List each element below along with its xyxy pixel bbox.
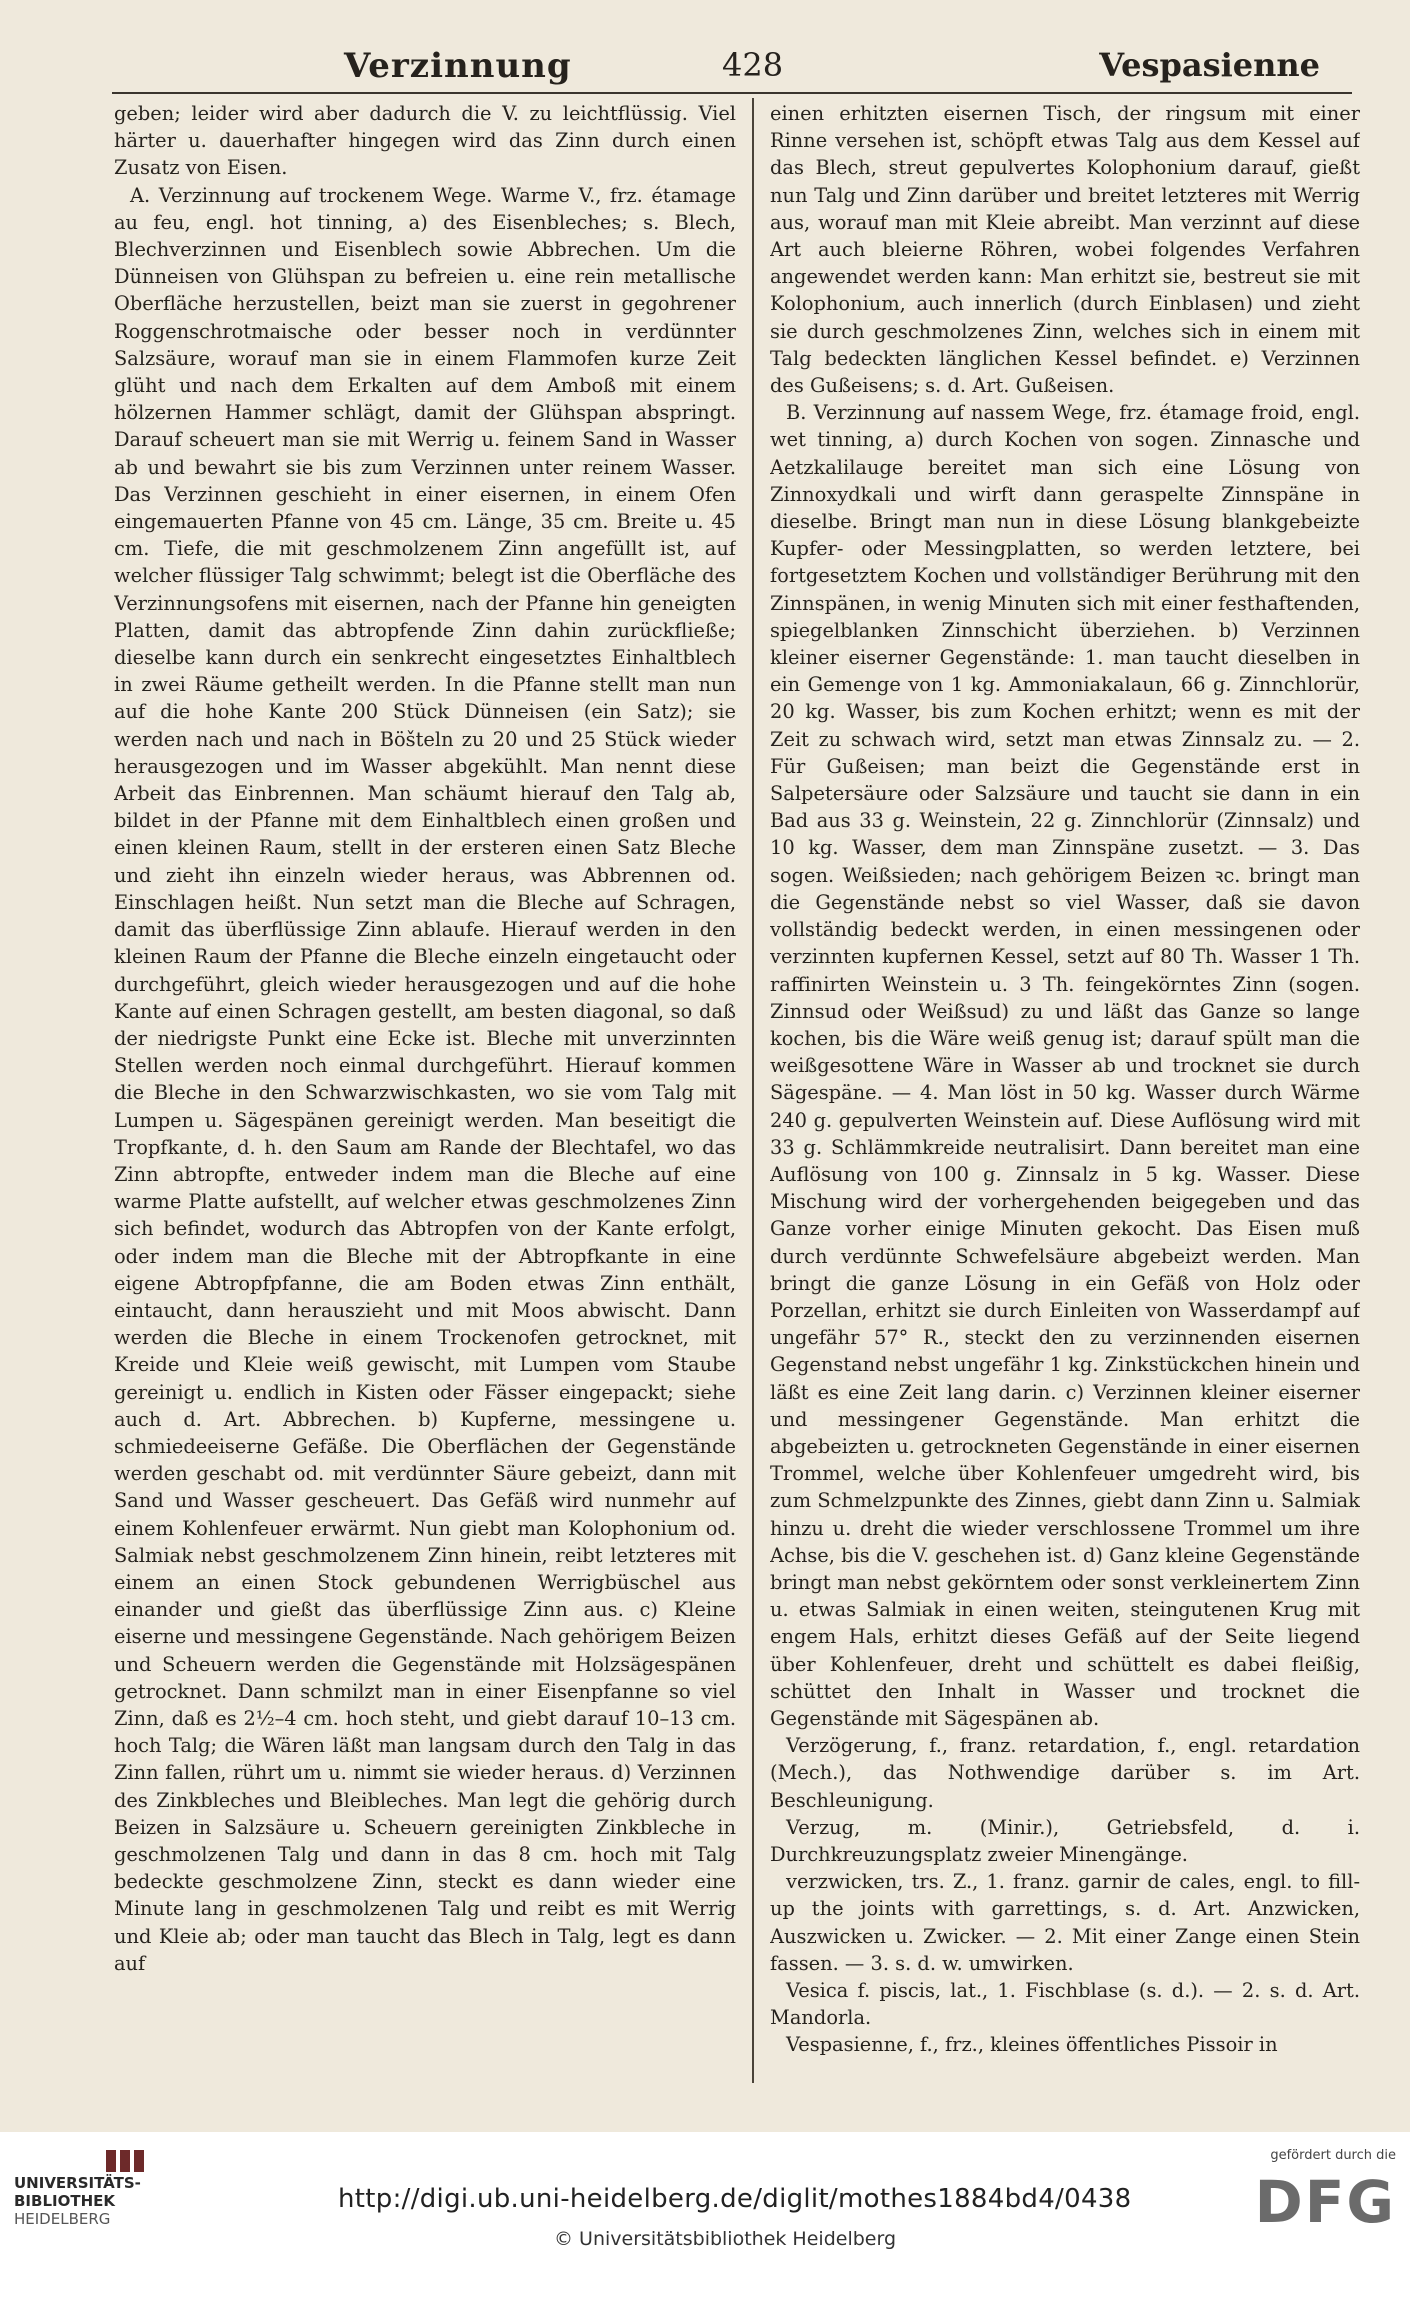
- right-paragraph-1: einen erhitzten eisernen Tisch, der ringsum mit einer Rinne versehen ist, schöpft etwas Talg aus dem Kessel auf das Blech, streut gepulvertes Kolophonium darauf, gießt nun Talg und Zinn darüber und breitet letzteres mit Werrig aus, worauf man mit Kleie abreibt. Man verzinnt auf diese Art auch bleierne Röhren, wobei folgendes Verfahren angewendet werden kann: Man erhitzt sie, bestreut sie mit Kolophonium, auch innerlich (durch Einblasen) und zieht sie durch geschmolzenes Zinn, welches sich in einem mit Talg bedeckten länglichen Kessel befindet. e) Verzinnen des Gußeisens; s. d. Art. Gußeisen.: [770, 102, 1360, 398]
- library-name: [14, 2174, 141, 2228]
- library-name-line2: BIBLIOTHEK: [14, 2192, 115, 2210]
- right-column: [770, 100, 1360, 2090]
- column-divider: [752, 98, 754, 2083]
- page-header: [112, 40, 1352, 92]
- right-paragraph-2: B. Verzinnung auf nassem Wege, frz. étamage froid, engl. wet tinning, a) durch Kochen von sogen. Zinnasche und Aetzkalilauge bereitet man sich eine Lösung von Zinnoxydkali und wirft dann geraspelte Zinnspäne in dieselbe. Bringt man nun in diese Lösung blankgebeizte Kupfer- oder Messingplatten, so werden letztere, bei fortgesetztem Kochen und vollständiger Berührung mit den Zinnspänen, in wenig Minuten sich mit einer festhaftenden, spiegelblanken Zinnschicht überziehen. b) Verzinnen kleiner eiserner Gegenstände: 1. man taucht dieselben in ein Gemenge von 1 kg. Ammoniakalaun, 66 g. Zinnchlorür, 20 kg. Wasser, bis zum Kochen erhitzt; wenn es mit der Zeit zu schwach wird, setzt man etwas Zinnsalz zu. — 2. Für Gußeisen; man beizt die Gegenstände erst in Salpetersäure oder Salzsäure und taucht sie dann in ein Bad aus 33 g. Weinstein, 22 g. Zinnchlorür (Zinnsalz) und 10 kg. Wasser, dem man Zinnspäne zusetzt. — 3. Das sogen. Weißsieden; nach gehörigem Beizen ꝛc. bringt man die Gegenstände nebst so viel Wasser, daß sie davon vollständig bedeckt werden, in einen messingenen oder verzinnten kupfernen Kessel, setzt auf 80 Th. Wasser 1 Th. raffinirten Weinstein u. 3 Th. feingekörntes Zinn (sogen. Zinnsud oder Weißsud) zu und läßt das Ganze so lange kochen, bis die Wäre weiß genug ist; darauf spült man die weißgesottene Wäre in Wasser ab und trocknet sie durch Sägespäne. — 4. Man löst in 50 kg. Wasser durch Wärme 240 g. gepulverten Weinstein auf. Diese Auflösung wird mit 33 g. Schlämmkreide neutralisirt. Dann bereitet man eine Auflösung von 100 g. Zinnsalz in 5 kg. Wasser. Diese Mischung wird der vorhergehenden beigegeben und das Ganze vorher einige Minuten gekocht. Das Eisen muß durch verdünnte Schwefelsäure abgebeizt werden. Man bringt die ganze Lösung in ein Gefäß von Holz oder Porzellan, erhitzt sie durch Einleiten von Wasserdampf auf ungefähr 57° R., steckt den zu verzinnenden eisernen Gegenstand nebst ungefähr 1 kg. Zinkstückchen hinein und läßt es eine Zeit lang darin. c) Verzinnen kleiner eiserner und messingener Gegenstände. Man erhitzt die abgebeizten u. getrockneten Gegenstände in einer eisernen Trommel, welche über Kohlenfeuer umgedreht wird, bis zum Schmelzpunkte des Zinnes, giebt dann Zinn u. Salmiak hinzu u. dreht die wieder verschlossene Trommel um ihre Achse, bis die V. geschehen ist. d) Ganz kleine Gegenstände bringt man nebst gekörntem oder sonst verkleinertem Zinn u. etwas Salmiak in einen weiten, steingutenen Krug mit engem Hals, erhitzt dieses Gefäß auf der Seite liegend über Kohlenfeuer, dreht und schüttelt es dabei fleißig, schüttet den Inhalt in Wasser und trocknet die Gegenstände mit Sägespänen ab.: [770, 401, 1360, 1730]
- entry-verzug: Verzug, m. (Minir.), Getriebsfeld, d. i. Durchkreuzungsplatz zweier Minengänge.: [770, 1815, 1360, 1866]
- entry-verzwicken: verzwicken, trs. Z., 1. franz. garnir de cales, engl. to fill-up the joints with garrettings, s. d. Art. Anzwicken, Auszwicken u. Zwicker. — 2. Mit einer Zange einen Stein fassen. — 3. s. d. w. umwirken.: [770, 1870, 1360, 1975]
- header-left-keyword: Verzinnung: [344, 46, 572, 86]
- copyright-notice: © Universitätsbibliothek Heidelberg: [554, 2228, 897, 2250]
- dfg-logo-icon: DFG: [1254, 2168, 1396, 2236]
- entry-vespasienne: Vespasienne, f., frz., kleines öffentliches Pissoir in: [786, 2033, 1278, 2057]
- left-paragraph-1: geben; leider wird aber dadurch die V. zu leichtflüssig. Viel härter u. dauerhafter hingegen wird das Zinn durch einen Zusatz von Eisen.: [114, 102, 736, 180]
- page-number: 428: [722, 46, 784, 84]
- header-right-keyword: Vespasienne: [1099, 46, 1320, 84]
- digitization-footer: [0, 2132, 1410, 2306]
- library-name-line3: HEIDELBERG: [14, 2210, 111, 2228]
- left-column: [114, 100, 736, 2090]
- library-name-line1: UNIVERSITÄTS-: [14, 2174, 141, 2192]
- entry-vesica: Vesica f. piscis, lat., 1. Fischblase (s. d.). — 2. s. d. Art. Mandorla.: [770, 1979, 1360, 2030]
- dfg-caption: gefördert durch die: [1270, 2148, 1396, 2163]
- permalink-url[interactable]: http://digi.ub.uni-heidelberg.de/diglit/mothes1884bd4/0438: [338, 2184, 1132, 2214]
- entry-verzoegerung: Verzögerung, f., franz. retardation, f., engl. retardation (Mech.), das Nothwendige darüber s. im Art. Beschleunigung.: [770, 1734, 1360, 1812]
- header-rule: [112, 92, 1352, 94]
- left-paragraph-2: A. Verzinnung auf trockenem Wege. Warme V., frz. étamage au feu, engl. hot tinning, a) des Eisenbleches; s. Blech, Blechverzinnen und Eisenblech sowie Abbrechen. Um die Dünneisen von Glühspan zu befreien u. eine rein metallische Oberfläche herzustellen, beizt man sie zuerst in gegohrener Roggenschrotmaische oder besser noch in verdünnter Salzsäure, worauf man sie in einem Flammofen kurze Zeit glüht und nach dem Erkalten auf dem Amboß mit einem hölzernen Hammer schlägt, damit der Glühspan abspringt. Darauf scheuert man sie mit Werrig u. feinem Sand in Wasser ab und bewahrt sie bis zum Verzinnen unter reinem Wasser. Das Verzinnen geschieht in einer eisernen, in einem Ofen eingemauerten Pfanne von 45 cm. Länge, 35 cm. Breite u. 45 cm. Tiefe, die mit geschmolzenem Zinn angefüllt ist, auf welcher flüssiger Talg schwimmt; belegt ist die Oberfläche des Verzinnungsofens mit eisernen, nach der Pfanne hin geneigten Platten, damit das abtropfende Zinn dahin zurückfließe; dieselbe kann durch ein senkrecht eingesetztes Einhaltblech in zwei Räume getheilt werden. In die Pfanne stellt man nun auf die hohe Kante 200 Stück Dünneisen (ein Satz); sie werden nach und nach in Böšteln zu 20 und 25 Stück wieder herausgezogen und im Wasser abgekühlt. Man nennt diese Arbeit das Einbrennen. Man schäumt hierauf den Talg ab, bildet in der Pfanne mit dem Einhaltblech einen großen und einen kleinen Raum, stellt in der ersteren einen Satz Bleche und zieht ihn einzeln wieder heraus, was Abbrennen od. Einschlagen heißt. Nun setzt man die Bleche auf Schragen, damit das überflüssige Zinn ablaufe. Hierauf werden in den kleinen Raum der Pfanne die Bleche einzeln eingetaucht oder durchgeführt, gleich wieder herausgezogen und auf die hohe Kante auf einen Schragen gestellt, am besten diagonal, so daß der niedrigste Punkt eine Ecke ist. Bleche mit unverzinnten Stellen werden noch einmal durchgeführt. Hierauf kommen die Bleche in den Schwarzwischkasten, wo sie vom Talg mit Lumpen u. Sägespänen gereinigt werden. Man beseitigt die Tropfkante, d. h. den Saum am Rande der Blechtafel, wo das Zinn abtropfte, entweder indem man die Bleche auf eine warme Platte aufstellt, auf welcher etwas geschmolzenes Zinn sich befindet, wodurch das Abtropfen von der Kante erfolgt, oder indem man die Bleche mit der Abtropfkante in eine eigene Abtropfpfanne, die am Boden etwas Zinn enthält, eintaucht, dann herauszieht und mit Moos abwischt. Dann werden die Bleche in einem Trockenofen getrocknet, mit Kreide und Kleie weiß gewischt, mit Lumpen vom Staube gereinigt u. endlich in Kisten oder Fässer eingepackt; siehe auch d. Art. Abbrechen. b) Kupferne, messingene u. schmiedeeiserne Gefäße. Die Oberflächen der Gegenstände werden geschabt od. mit verdünnter Säure gebeizt, dann mit Sand und Wasser gescheuert. Das Gefäß wird nunmehr auf einem Kohlenfeuer erwärmt. Nun giebt man Kolophonium od. Salmiak nebst geschmolzenem Zinn hinein, reibt letzteres mit einem an einen Stock gebundenen Werrigbüschel aus einander und gießt das überflüssige Zinn aus. c) Kleine eiserne und messingene Gegenstände. Nach gehörigem Beizen und Scheuern werden die Gegenstände mit Holzsägespänen getrocknet. Dann schmilzt man in einer Eisenpfanne so viel Zinn, daß es 2½–4 cm. hoch steht, und giebt darauf 10–13 cm. hoch Talg; die Wären läßt man langsam durch den Talg in das Zinn fallen, rührt um u. nimmt sie wieder heraus. d) Verzinnen des Zinkbleches und Bleibleches. Man legt die gehörig durch Beizen in Salzsäure u. Scheuern gereinigten Zinkbleche in geschmolzenen Talg und dann in das 8 cm. hoch mit Talg bedeckte geschmolzene Zinn, steckt es dann wieder eine Minute lang in geschmolzenen Talg und reibt es mit Werrig und Kleie ab; oder man taucht das Blech in Talg, legt es dann auf: [114, 183, 736, 1975]
